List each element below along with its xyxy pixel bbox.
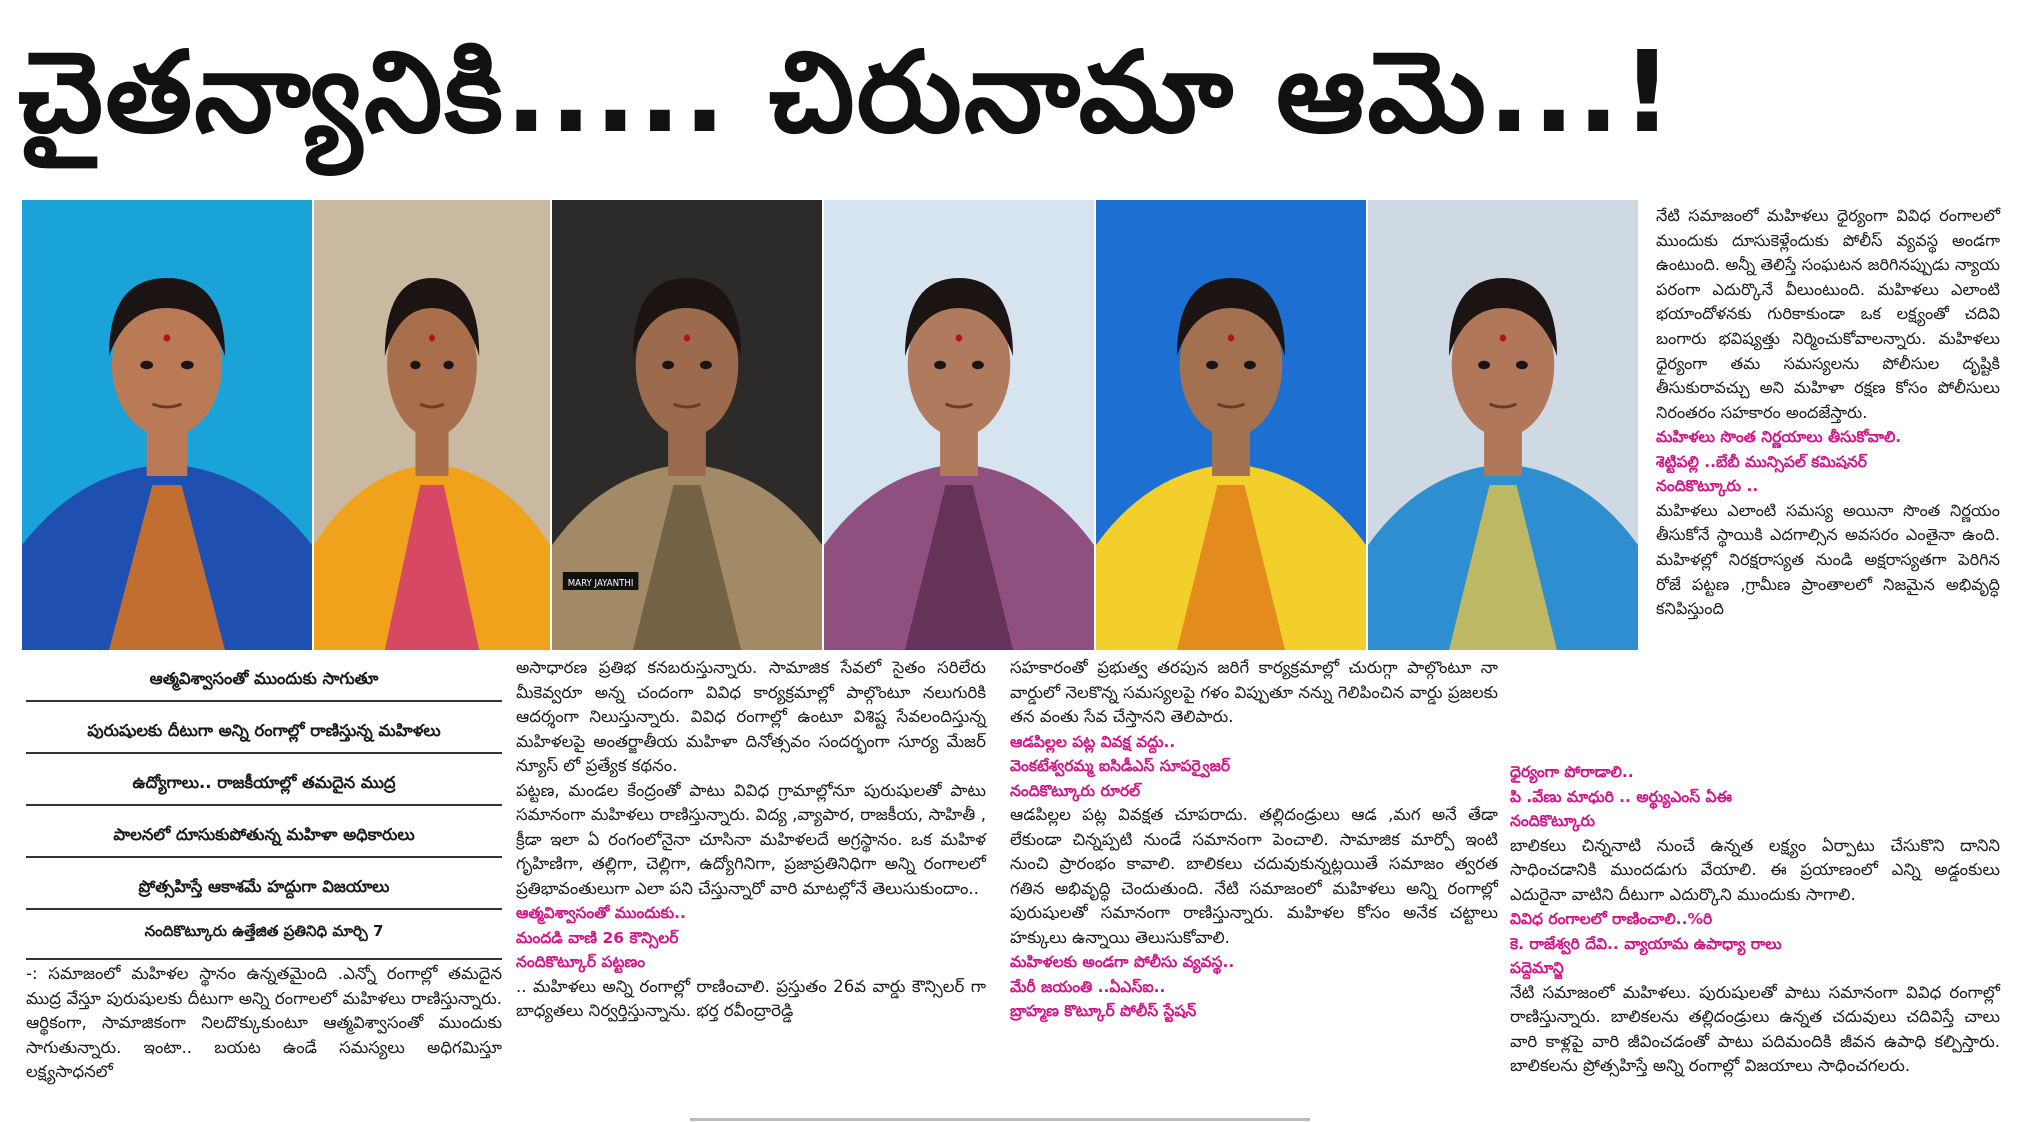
col3-subhead-4: మహిళలకు అండగా పోలీసు వ్యవస్థ.. <box>1010 953 1235 971</box>
right-eye <box>1516 361 1528 369</box>
col2-body-1: అసాధారణ ప్రతిభ కనబరుస్తున్నారు. సామాజిక సేవలో సైతం సరిలేరు మీకెవ్వరూ అన్న చందంగా వివిధ కార్యక్రమాల్లో పాల్గొంటూ నలుగురికి ఆదర్శంగా నిలుస్తున్నారు. వివిధ రంగాల్లో ఉంటూ విశిష్ట సేవలందిస్తున్న మహిళలపై అంతర్జాతీయ మహిళా దినోత్సవం సందర్భంగా సూర్య మేజర్ న్యూస్ లో ప్రత్యేక కథనం. <box>516 658 986 775</box>
col4-subhead-7: వివిధ రంగాలలో రాణించాలి..%రి <box>1510 910 1713 928</box>
right-eye <box>443 361 453 369</box>
column-3 <box>1010 656 1498 1024</box>
column-1 <box>26 962 502 1085</box>
right-eye <box>181 361 194 369</box>
col4-body-4: నేటి సమాజంలో మహిళలు. పురుషులతో పాటు సమానంగా వివిధ రంగాల్లో రాణిస్తున్నారు. బాలికలను తల్లిదండ్రులు ఉన్నత చదువులు చదివిస్తే చాలు వారి కాళ్లపై వారి జీవించడంతో పాటు పదిమందికి జీవన ఉపాధి కల్పిస్తారు. బాలికలను ప్రోత్సహిస్తే అన్ని రంగాల్లో విజయాలు సాధించగలరు. <box>1510 982 2000 1075</box>
col2-subhead-1: ఆత్మవిశ్వాసంతో ముందుకు.. <box>516 904 686 922</box>
col3-body-1: సహకారంతో ప్రభుత్వ తరపున జరిగే కార్యక్రమాల్లో చురుగ్గా పాల్గొంటూ నా వార్డులో నెలకొన్న సమస్యలపై గళం విప్పుతూ నన్ను గెలిపించిన వార్డు ప్రజలకు తన వంతు సేవ చేస్తానని తెలిపారు. <box>1010 658 1498 726</box>
col3-subhead-6: బ్రాహ్మణ కొట్కూర్ పోలీస్ స్టేషన్ <box>1010 1002 1197 1020</box>
col4-subhead-5: పి .వేణు మాధురి .. అర్థ్యుఎంస్ ఏఈ <box>1510 787 1732 806</box>
col1-body: -: సమాజంలో మహిళల స్థానం ఉన్నతమైంది .ఎన్నో రంగాల్లో తమదైన ముద్ర వేస్తూ పురుషులకు దీటుగా అన్ని రంగాలలో మహిళలు రాణిస్తున్నారు. ఆర్థికంగా, సామాజికంగా నిలదొక్కుకుంటూ ఆత్మవిశ్వాసంతో ముందుకు సాగుతున్నారు. ఇంటా.. బయట ఉండే సమస్యలు అధిగమిస్తూ లక్ష్యసాధనలో <box>26 964 502 1081</box>
bindi <box>164 334 171 341</box>
byline: నందికొట్కూరు ఉత్తేజిత ప్రతినిధి మార్చి 7 <box>26 920 502 960</box>
photo-3 <box>552 200 822 650</box>
col4-body-1: నేటి సమాజంలో మహిళలు ధైర్యంగా వివిధ రంగాలలో ముందుకు దూసుకెళ్లేందుకు పోలీస్ వ్యవస్థ అండగా ఉంటుంది. అన్నీ తెలిస్తే సంఘటన జరిగినప్పుడు న్యాయ పరంగా ఎదుర్కొనే వీలుంటుంది. మహిళలు ఎలాంటి భయాందోళనకు గురికాకుండా ఒక లక్ష్యంతో చదివి బంగారు భవిష్యత్తు నిర్మించుకోవాలన్నారు. మహిళలు ధైర్యంగా తమ సమస్యలను పోలీసుల దృష్టికి తీసుకురావచ్చు అని మహిళా రక్షణ కోసం పోలీసులు నిరంతరం సహకారం అందజేస్తారు. <box>1656 206 2000 422</box>
column-4-continued <box>1510 760 2000 1079</box>
left-eye <box>1478 361 1490 369</box>
right-eye <box>700 361 712 369</box>
photo-5 <box>1096 200 1366 650</box>
col4-subhead-6: నందికొట్కూరు <box>1510 812 1596 830</box>
left-eye <box>140 361 153 369</box>
col2-subhead-3: నందికొట్కూర్ పట్టణం <box>516 953 646 971</box>
col3-subhead-2: వెంకటేశ్వరమ్మ ఐసిడీఎస్ సూపర్వైజర్ <box>1010 757 1231 775</box>
col2-subhead-2: మందడి వాణి 26 కౌన్సిలర్ <box>516 928 679 947</box>
left-eye <box>934 361 946 369</box>
left-eye <box>1206 361 1218 369</box>
col4-subhead-9: పద్దెమాన్జి <box>1510 959 1564 977</box>
column-2 <box>516 656 986 1024</box>
portrait-5 <box>1096 200 1366 650</box>
right-eye <box>1244 361 1256 369</box>
deck <box>26 660 502 960</box>
column-4 <box>1656 204 2000 622</box>
name-badge-text: MARY JAYANTHI <box>567 578 634 589</box>
portrait-4 <box>824 200 1094 650</box>
deck-line-5: ప్రోత్సహిస్తే ఆకాశమే హద్దుగా విజయాలు <box>26 868 502 910</box>
left-eye <box>410 361 420 369</box>
col4-subhead-4: ధైర్యంగా పోరాడాలి.. <box>1510 763 1634 781</box>
photo-4 <box>824 200 1094 650</box>
col2-body-3: .. మహిళలు అన్ని రంగాల్లో రాణించాలి. ప్రస్తుతం 26వ వార్డు కౌన్సిలర్ గా బాధ్యతలు నిర్వర్తిస్తున్నాను. భర్త రవీంద్రారెడ్డి <box>516 976 986 1020</box>
deck-line-2: పురుషులకు దీటుగా అన్ని రంగాల్లో రాణిస్తున్న మహిళలు <box>26 712 502 754</box>
portrait-1 <box>22 200 312 650</box>
col4-subhead-1: మహిళలు సొంత నిర్ణయాలు తీసుకోవాలి. <box>1656 428 1902 447</box>
portrait-3 <box>552 200 822 650</box>
right-eye <box>972 361 984 369</box>
col2-body-2: పట్టణ, మండల కేంద్రంతో పాటు వివిధ గ్రామాల్లోనూ పురుషులతో పాటు సమానంగా మహిళలు రాణిస్తున్నారు. విద్య ,వ్యాపార, రాజకీయ, సాహితీ , క్రీడా ఇలా ఏ రంగంలోనైనా చూసినా మహిళలదే అగ్రస్థానం. ఒక మహిళ గృహిణిగా, తల్లిగా, చెల్లిగా, ఉద్యోగినిగా, ప్రజాప్రతినిధిగా అన్ని రంగాలలో ప్రతిభావంతులుగా ఎలా పని చేస్తున్నారో వారి మాటల్లోనే తెలుసుకుందాం.. <box>516 780 986 898</box>
col4-subhead-3: నందికొట్కూరు .. <box>1656 477 1759 496</box>
photo-1 <box>22 200 312 650</box>
photo-2 <box>314 200 550 650</box>
portrait-2 <box>314 200 550 650</box>
headline: చైతన్యానికి..... చిరునామా ఆమె...! <box>18 28 1675 158</box>
col4-body-2: మహిళలు ఎలాంటి సమస్య అయినా సొంత నిర్ణయం తీసుకోనే స్థాయికి ఎదగాల్సిన అవసరం ఎంతైనా ఉంది. మహిళల్లో నిరక్షరాస్యత నుండి అక్షరాస్యతగా పెరిగిన రోజే పట్టణ ,గ్రామీణ ప్రాంతాలలో నిజమైన అభివృద్ధి కనిపిస్తుంది <box>1656 500 2000 619</box>
col4-body-3: బాలికలు చిన్ననాటి నుంచే ఉన్నత లక్ష్యం ఏర్పాటు చేసుకొని దానిని సాధించడానికి ముందడుగు వేయాలి. ఈ ప్రయాణంలో ఎన్ని అడ్డంకులు ఎదురైనా వాటిని దీటుగా ఎదుర్కొని ముందుకు సాగాలి. <box>1510 835 2000 904</box>
bottom-divider <box>690 1118 1310 1121</box>
bindi <box>1500 334 1506 341</box>
col3-subhead-1: ఆడపిల్లల పట్ల వివక్ష వద్దు.. <box>1010 732 1176 751</box>
portrait-6 <box>1368 200 1638 650</box>
deck-line-3: ఉద్యోగాలు.. రాజకీయాల్లో తమదైన ముద్ర <box>26 764 502 806</box>
bindi <box>684 334 690 341</box>
photo-6 <box>1368 200 1638 650</box>
bindi <box>429 334 435 341</box>
col3-body-2: ఆడపిల్లల పట్ల వివక్షత చూపరాదు. తల్లిదండ్రులు ఆడ ,మగ అనే తేడా లేకుండా చిన్నప్పటి నుండే సమానంగా పెంచాలి. సామాజిక మార్పో ఇంటి నుంచి ప్రారంభం కావాలి. బాలికలు చదువుకున్నట్లయితే సమాజం త్వరత గతిన అభివృద్ధి చెందుతుంది. నేటి సమాజంలో మహిళలు అన్ని రంగాల్లో పురుషులతో సమానంగా రాణిస్తున్నారు. మహిళల కోసం అనేక చట్టాలు హక్కులు ఉన్నాయి తెలుసుకోవాలి. <box>1010 805 1498 947</box>
col4-subhead-8: కె. రాజేశ్వరి దేవి.. వ్యాయామ ఉపాధ్యా రాలు <box>1510 934 1782 953</box>
bindi <box>956 334 962 341</box>
col3-subhead-5: మేరీ జయంతి ..ఏఎస్ఐ.. <box>1010 977 1166 996</box>
col4-subhead-2: శెట్టిపల్లి ..బేబీ మున్సిపల్ కమిషనర్ <box>1656 452 1867 471</box>
deck-line-4: పాలనలో దూసుకుపోతున్న మహిళా అధికారులు <box>26 816 502 858</box>
bindi <box>1228 334 1234 341</box>
col3-subhead-3: నందికొట్కూరు రూరల్ <box>1010 781 1141 800</box>
deck-line-1: ఆత్మవిశ్వాసంతో ముందుకు సాగుతూ <box>26 660 502 702</box>
left-eye <box>662 361 674 369</box>
